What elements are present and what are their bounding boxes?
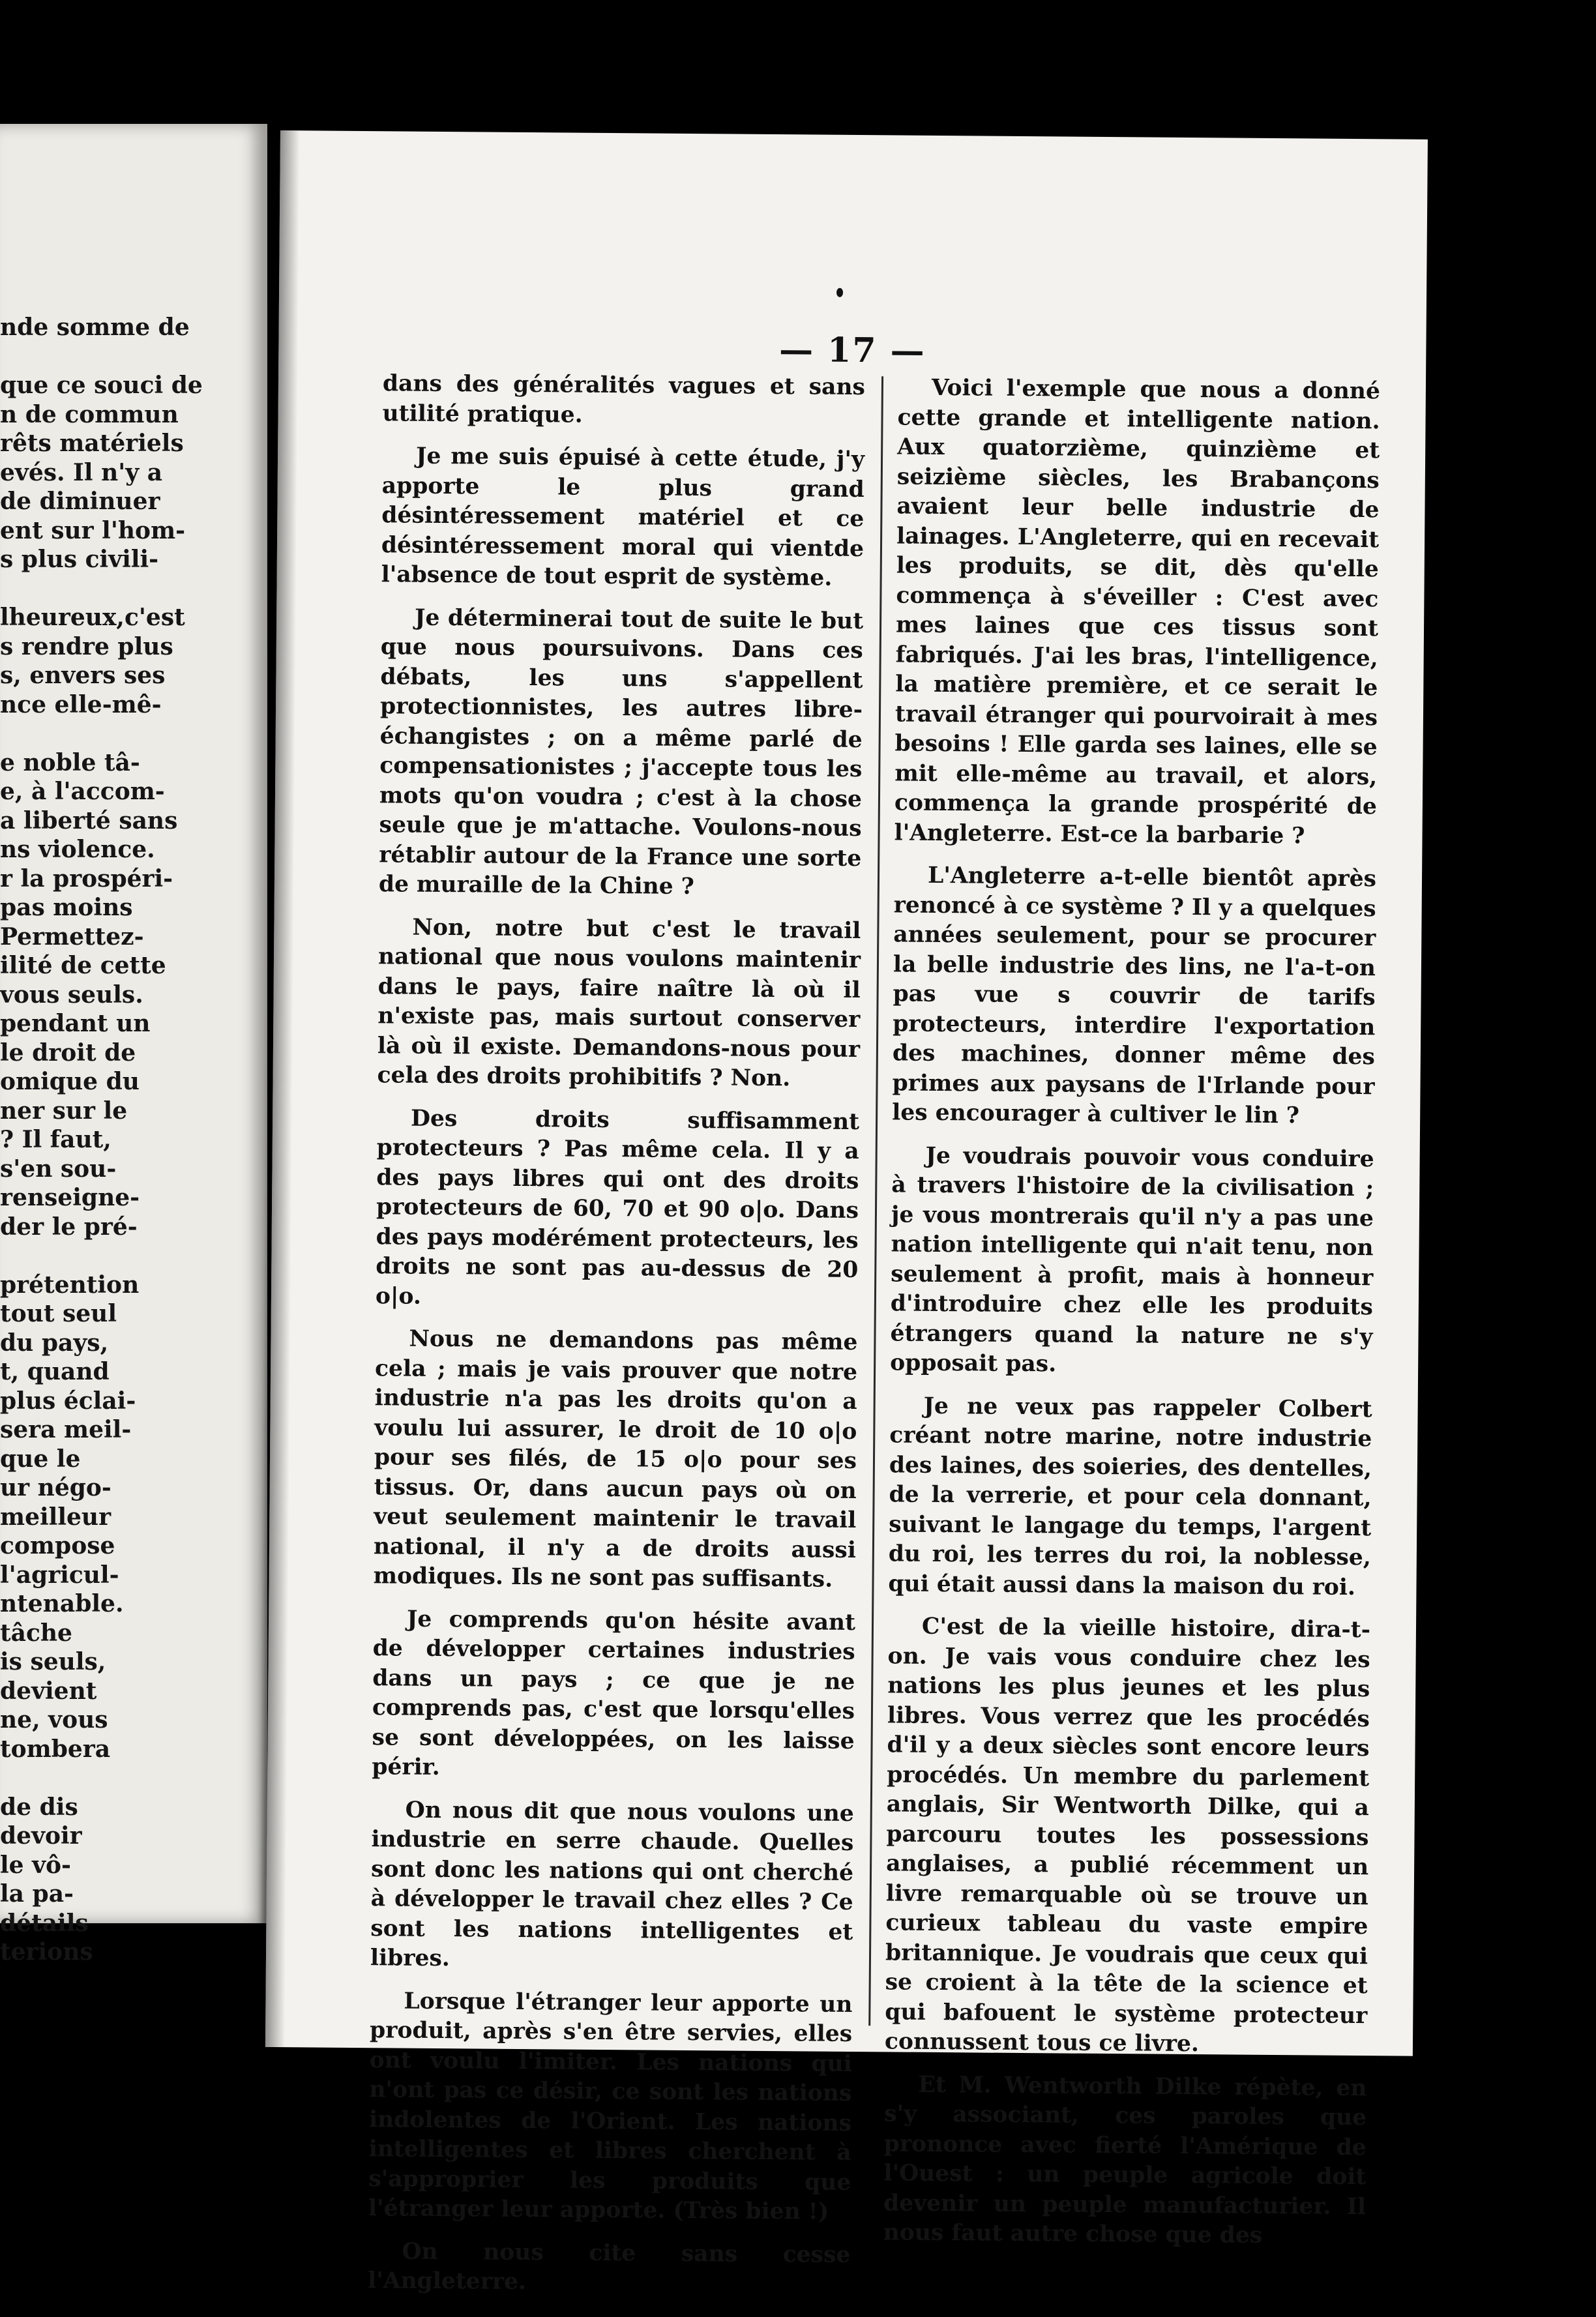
previous-page-line: Permettez- [0,922,144,951]
previous-page-fragment [0,124,267,1966]
paragraph: Lorsque l'étranger leur apporte un produit, après s'en être servies, elles ont voulu l'imiter. Les nations qui n'ont pas ce désir, ce sont les nations indolentes de l'Orient. Les nations intelligentes et libres cherchent à s'approprier les produits que l'étranger leur apporte. (Très bien !) [368,1988,853,2225]
previous-page-line: s rendre plus [0,632,173,660]
previous-page-line: s'en sou- [0,1155,117,1183]
previous-page-line: la pa- [0,1880,74,1908]
previous-page-line: l'agricul- [0,1561,119,1589]
previous-page-line: ne, vous [0,1706,108,1734]
paragraph: C'est de la vieille histoire, dira-t-on. Je vais vous conduire chez les nations les plus jeunes et les plus libres. Vous verrez que les procédés d'il y a deux siècles sont encore leurs procédés. Un membre du parlement anglais, Sir Wentworth Dilke, qui a parcouru toutes les possessions anglaises, a publié récemment un livre remarquable où se trouve un curieux tableau du vaste empire britannique. Je voudrais que ceux qui se croient à la tête de la science et qui bafouent le système protecteur connussent tous ce livre. [884,1613,1371,2058]
paragraph: Non, notre but c'est le travail national que nous voulons maintenir dans le pays, faire naître là où il n'existe pas, mais surtout conserver là où il existe. Demandons-nous pour cela des droits prohibitifs ? Non. [377,914,861,1092]
previous-page-line: que le [0,1445,81,1473]
paragraph: Je voudrais pouvoir vous conduire à travers l'histoire de la civilisation ; je vous montrerais qu'il n'y a pas une nation intelligente qui n'ait tenu, non seulement à profit, mais à honneur d'introduire chez elle les produits étrangers quand la nature ne s'y opposait pas. [890,1142,1374,1378]
previous-page-line: pas moins [0,894,133,921]
previous-page-line: de dis [0,1793,78,1821]
previous-page-line: prétention [0,1271,140,1299]
previous-page-line: der le pré- [0,1213,138,1241]
ink-dot [836,288,843,297]
left-column [368,369,865,2312]
previous-page-line: is seuls, [0,1648,106,1675]
paragraph: Et M. Wentworth Dilke répète, en s'y associant, ces paroles que prononce avec fierté l'Amérique de l'Ouest : un peuple agricole doit devenir un peuple manufacturier. Il nous faut autre chose que des [883,2071,1367,2249]
previous-page-line: terions [0,1938,93,1966]
previous-page-line: e noble tâ- [0,748,140,776]
previous-page-line: sera meil- [0,1416,132,1443]
previous-page-line: a liberté sans [0,806,178,834]
paragraph: dans des généralités vagues et sans utilité pratique. [382,370,866,428]
paragraph: On nous cite sans cesse l'Angleterre. [367,2238,851,2295]
previous-page-line: nce elle-mê- [0,690,162,718]
previous-page-line: devoir [0,1822,82,1850]
paragraph: Je me suis épuisé à cette étude, j'y apporte le plus grand désintéressement matériel et ce désintéressement moral qui vientde l'absence de tout esprit de système. [381,443,865,591]
previous-page-line: t, quand [0,1358,110,1385]
paragraph: Je ne veux pas rappeler Colbert créant notre marine, notre industrie des laines, des soieries, des dentelles, de la verrerie, et pour cela donnant, suivant le langage du temps, l'argent du roi, les terres du roi, la noblesse, qui était aussi dans la maison du roi. [888,1393,1372,1601]
paragraph: L'Angleterre a-t-elle bientôt après renoncé à ce système ? Il y a quelques années seulement, pour se procurer la belle industrie des lins, ne l'a-t-on pas vue s couvrir de tarifs protecteurs, interdire l'exportation des machines, donner même des primes aux paysans de l'Irlande pour les encourager à cultiver le lin ? [892,862,1377,1129]
previous-page-line: omique du [0,1068,140,1095]
previous-page-line: tâche [0,1619,72,1647]
previous-page-line: ns violence. [0,836,155,863]
previous-page-line: ent sur l'hom- [0,516,186,544]
previous-page-line: renseigne- [0,1184,140,1211]
previous-page-line: ner sur le [0,1097,128,1125]
previous-page-line: nde somme de [0,314,190,341]
previous-page-line: plus éclai- [0,1387,136,1415]
previous-page-line: s plus civili- [0,546,159,573]
page-17 [265,130,1428,2295]
previous-page-line: evés. Il n'y a [0,458,163,486]
previous-page-line: tout seul [0,1300,117,1327]
previous-page-line: ilité de cette [0,952,166,979]
previous-page-line: compose [0,1532,115,1559]
paragraph: Voici l'exemple que nous a donné cette grande et intelligente nation. Aux quatorzième, quinzième et seizième siècles, les Brabançons avaient leur belle industrie de lainages. L'Angleterre, qui en recevait les produits, se dit, dès qu'elle commença à s'éveiller : C'est avec mes laines que ces tissus sont fabriqués. J'ai les bras, l'intelligence, la matière première, et ce serait le travail étranger qui pourvoirait à mes besoins ! Elle garda ses laines, elle se mit elle-même au travail, et alors, commença la grande prospérité de l'Angleterre. Est-ce la barbarie ? [894,374,1381,849]
previous-page-line: meilleur [0,1503,111,1531]
paragraph: On nous dit que nous voulons une industrie en serre chaude. Quelles sont donc les nations qui ont cherché à développer le travail chez elles ? Ce sont les nations intelligentes et libres. [370,1797,854,1972]
column-divider [868,376,883,2026]
previous-page-line: ur négo- [0,1474,111,1501]
previous-page-line: détails [0,1909,89,1937]
previous-page-line: n de commun [0,400,179,428]
paragraph: Nous ne demandons pas même cela ; mais je vais prouver que notre industrie n'a pas les droits qu'on a voulu lui assurer, le droit de 10 o|o pour ses filés, de 15 o|o pour ses tissus. Or, dans aucun pays où on veut seulement maintenir le travail national, il n'y a de droits aussi modiques. Ils ne sont pas suffisants. [373,1325,858,1593]
previous-page-line: tombera [0,1735,111,1763]
previous-page-line: ? Il faut, [0,1126,111,1153]
previous-page-line: lheureux,c'est [0,604,185,631]
previous-page-line: e, à l'accom- [0,778,165,805]
previous-page-line: le droit de [0,1039,136,1067]
paragraph: Des droits suffisamment protecteurs ? Pas même cela. Il y a des pays libres qui ont des droits protecteurs de 60, 70 et 90 o|o. Dans des pays modérément protecteurs, les droits ne sont pas au-dessus de 20 o|o. [375,1105,860,1310]
previous-page-line: rêts matériels [0,430,184,457]
previous-page-line: r la prospéri- [0,864,173,893]
previous-page-line: le vô- [0,1851,71,1879]
previous-page-line: pendant un [0,1010,151,1037]
previous-page-line: de diminuer [0,488,160,515]
previous-page-line: vous seuls. [0,981,143,1009]
previous-page-line: ntenable. [0,1590,124,1617]
previous-page-line: que ce souci de [0,372,203,399]
previous-page-line: devient [0,1677,97,1705]
previous-page-line: s, envers ses [0,662,166,689]
page-number: — 17 — [778,330,926,371]
paragraph: Je comprends qu'on hésite avant de développer certaines industries dans un pays ; ce que je ne comprends pas, c'est que lorsqu'elles se sont développées, on les laisse périr. [372,1606,856,1780]
previous-page-line: du pays, [0,1329,109,1357]
paragraph: Je déterminerai tout de suite le but que nous poursuivons. Dans ces débats, les uns s'appellent protectionnistes, les autres libre-échangistes ; on a même parlé de compensationistes ; j'accepte tous les mots qu'on voudra ; c'est à la chose seule que je m'attache. Voulons-nous rétablir autour de la France une sorte de muraille de la Chine ? [378,604,864,900]
right-column [883,373,1380,2264]
